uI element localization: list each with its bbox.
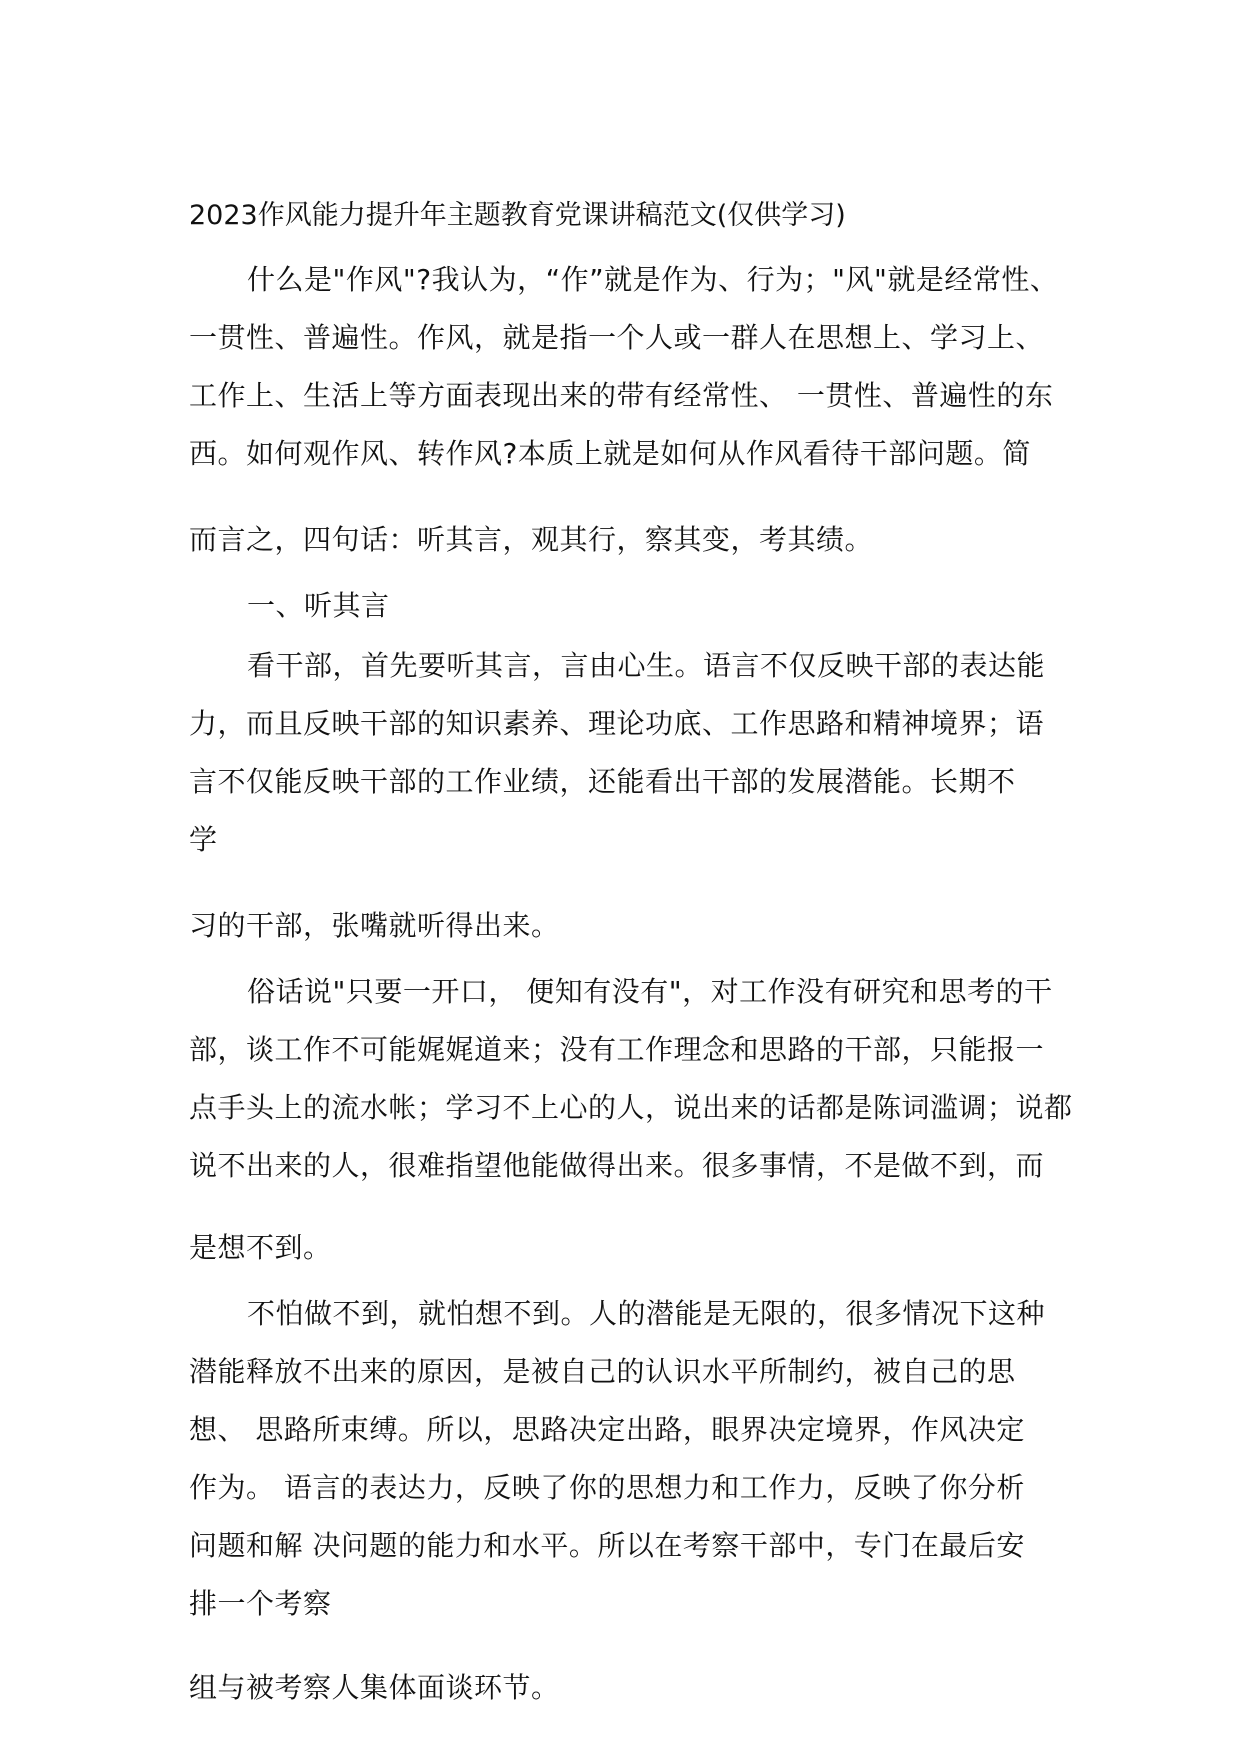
paragraph-line: 是想不到。 bbox=[189, 1231, 332, 1264]
paragraph-line: 而言之，四句话：听其言，观其行，察其变，考其绩。 bbox=[189, 523, 874, 556]
paragraph-line: 言不仅能反映干部的工作业绩，还能看出干部的发展潜能。长期不 bbox=[189, 765, 1016, 798]
document-title: 2023作风能力提升年主题教育党课讲稿范文(仅供学习) bbox=[189, 200, 846, 231]
paragraph-line: 看干部，首先要听其言，言由心生。语言不仅反映干部的表达能 bbox=[247, 649, 1046, 682]
paragraph-line: 想、 思路所束缚。所以，思路决定出路，眼界决定境界，作风决定 bbox=[189, 1413, 1025, 1446]
paragraph-line: 点手头上的流水帐；学习不上心的人，说出来的话都是陈词滥调；说都 bbox=[189, 1091, 1073, 1124]
paragraph-line: 不怕做不到，就怕想不到。人的潜能是无限的，很多情况下这种 bbox=[247, 1297, 1046, 1330]
paragraph-line: 问题和解 决问题的能力和水平。所以在考察干部中，专门在最后安 bbox=[189, 1529, 1025, 1562]
paragraph-line: 一贯性、普遍性。作风，就是指一个人或一群人在思想上、学习上、 bbox=[189, 321, 1045, 354]
paragraph-line: 习的干部，张嘴就听得出来。 bbox=[189, 909, 560, 942]
paragraph-line: 排一个考察 bbox=[189, 1587, 332, 1620]
paragraph-line: 作为。 语言的表达力，反映了你的思想力和工作力，反映了你分析 bbox=[189, 1471, 1025, 1504]
paragraph-line: 俗话说"只要一开口， 便知有没有"，对工作没有研究和思考的干 bbox=[247, 975, 1053, 1008]
paragraph-line: 部，谈工作不可能娓娓道来；没有工作理念和思路的干部，只能报一 bbox=[189, 1033, 1045, 1066]
section-heading: 一、听其言 bbox=[247, 589, 390, 622]
paragraph-line: 西。如何观作风、转作风?本质上就是如何从作风看待干部问题。简 bbox=[189, 437, 1031, 470]
paragraph-line: 潜能释放不出来的原因，是被自己的认识水平所制约，被自己的思 bbox=[189, 1355, 1016, 1388]
paragraph-line: 学 bbox=[189, 823, 218, 856]
paragraph-line: 工作上、生活上等方面表现出来的带有经常性、 一贯性、普遍性的东 bbox=[189, 379, 1054, 412]
paragraph-line: 力，而且反映干部的知识素养、理论功底、工作思路和精神境界；语 bbox=[189, 707, 1045, 740]
paragraph-line: 什么是"作风"?我认为，“作”就是作为、行为；"风"就是经常性、 bbox=[247, 263, 1059, 296]
paragraph-line: 组与被考察人集体面谈环节。 bbox=[189, 1671, 560, 1704]
paragraph-line: 说不出来的人，很难指望他能做得出来。很多事情，不是做不到，而 bbox=[189, 1149, 1045, 1182]
